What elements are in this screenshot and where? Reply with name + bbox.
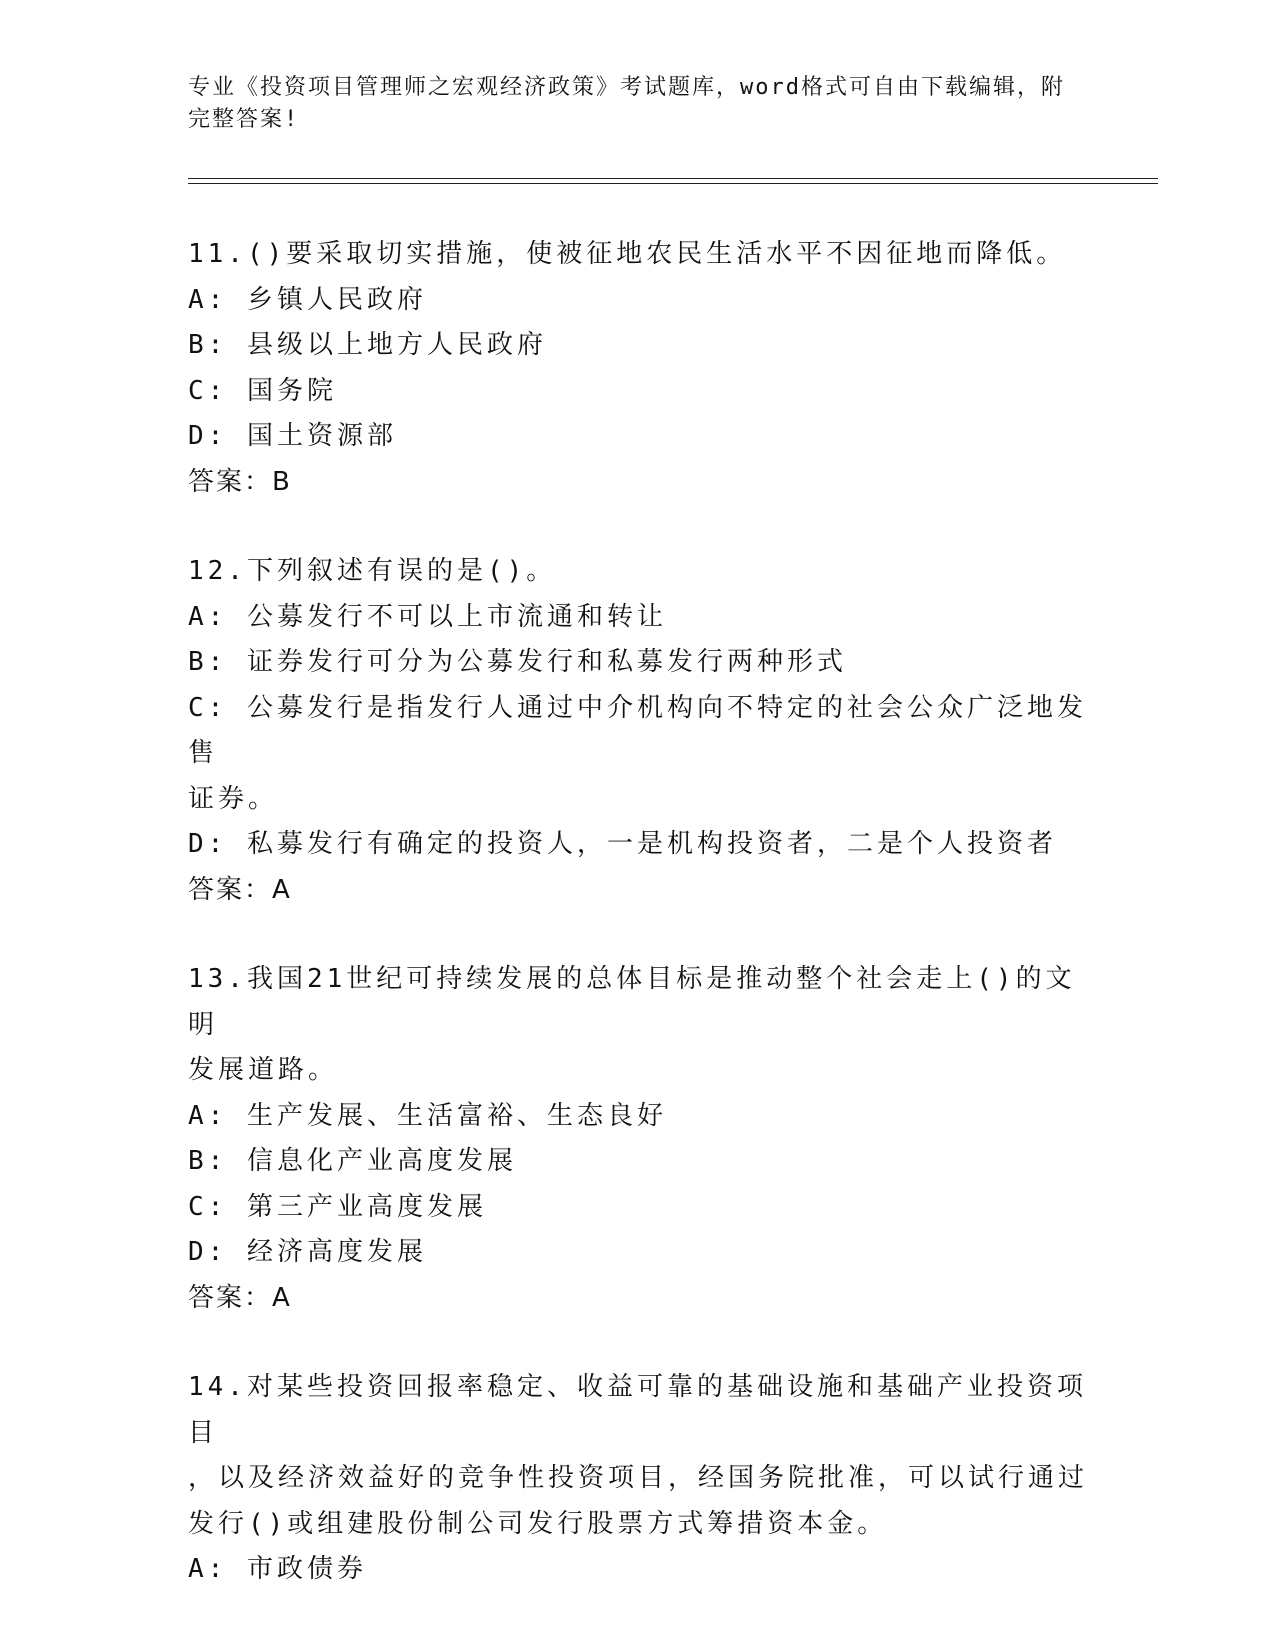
option-c: C: 第三产业高度发展 [188, 1191, 487, 1222]
option-b: B: 证券发行可分为公募发行和私募发行两种形式 [188, 647, 847, 677]
question-stem-continued: 发展道路。 [188, 1055, 339, 1085]
option-d: D: 国土资源部 [188, 421, 397, 451]
option-a: A: 公募发行不可以上市流通和转让 [188, 601, 667, 632]
question-list [188, 232, 1088, 1637]
question-stem: 13.我国21世纪可持续发展的总体目标是推动整个社会走上()的文明 [188, 964, 1076, 1040]
option-c: C: 公募发行是指发行人通过中介机构向不特定的社会公众广泛地发售 [188, 692, 1087, 768]
option-a: A: 市政债券 [188, 1554, 367, 1584]
question-14 [188, 1365, 1088, 1593]
question-stem: 12.下列叙述有误的是()。 [188, 556, 557, 586]
question-stem-continued: 发行()或组建股份制公司发行股票方式筹措资本金。 [188, 1508, 888, 1539]
option-a: A: 生产发展、生活富裕、生态良好 [188, 1100, 667, 1131]
answer-line: 答案：B [188, 466, 292, 497]
option-d: D: 私募发行有确定的投资人，一是机构投资者，二是个人投资者 [188, 829, 1057, 859]
question-12 [188, 549, 1088, 913]
question-stem: 14.对某些投资回报率稳定、收益可靠的基础设施和基础产业投资项目 [188, 1372, 1087, 1448]
header-divider-top [188, 178, 1158, 179]
question-stem-continued: ，以及经济效益好的竞争性投资项目，经国务院批准，可以试行通过 [188, 1463, 1089, 1493]
answer-line: 答案：A [188, 874, 292, 905]
question-stem: 11.()要采取切实措施，使被征地农民生活水平不因征地而降低。 [188, 239, 1067, 269]
answer-line: 答案：A [188, 1282, 292, 1313]
question-11 [188, 232, 1088, 505]
option-d: D: 经济高度发展 [188, 1237, 427, 1267]
question-13 [188, 957, 1088, 1321]
option-c: C: 国务院 [188, 375, 337, 406]
option-b: B: 县级以上地方人民政府 [188, 330, 547, 360]
option-b: B: 信息化产业高度发展 [188, 1146, 517, 1176]
option-c-continued: 证券。 [188, 783, 279, 814]
document-header: 专业《投资项目管理师之宏观经济政策》考试题库，word格式可自由下载编辑，附完整答案! [188, 75, 1065, 132]
option-a: A: 乡镇人民政府 [188, 284, 427, 315]
header-divider-bottom [188, 183, 1158, 184]
